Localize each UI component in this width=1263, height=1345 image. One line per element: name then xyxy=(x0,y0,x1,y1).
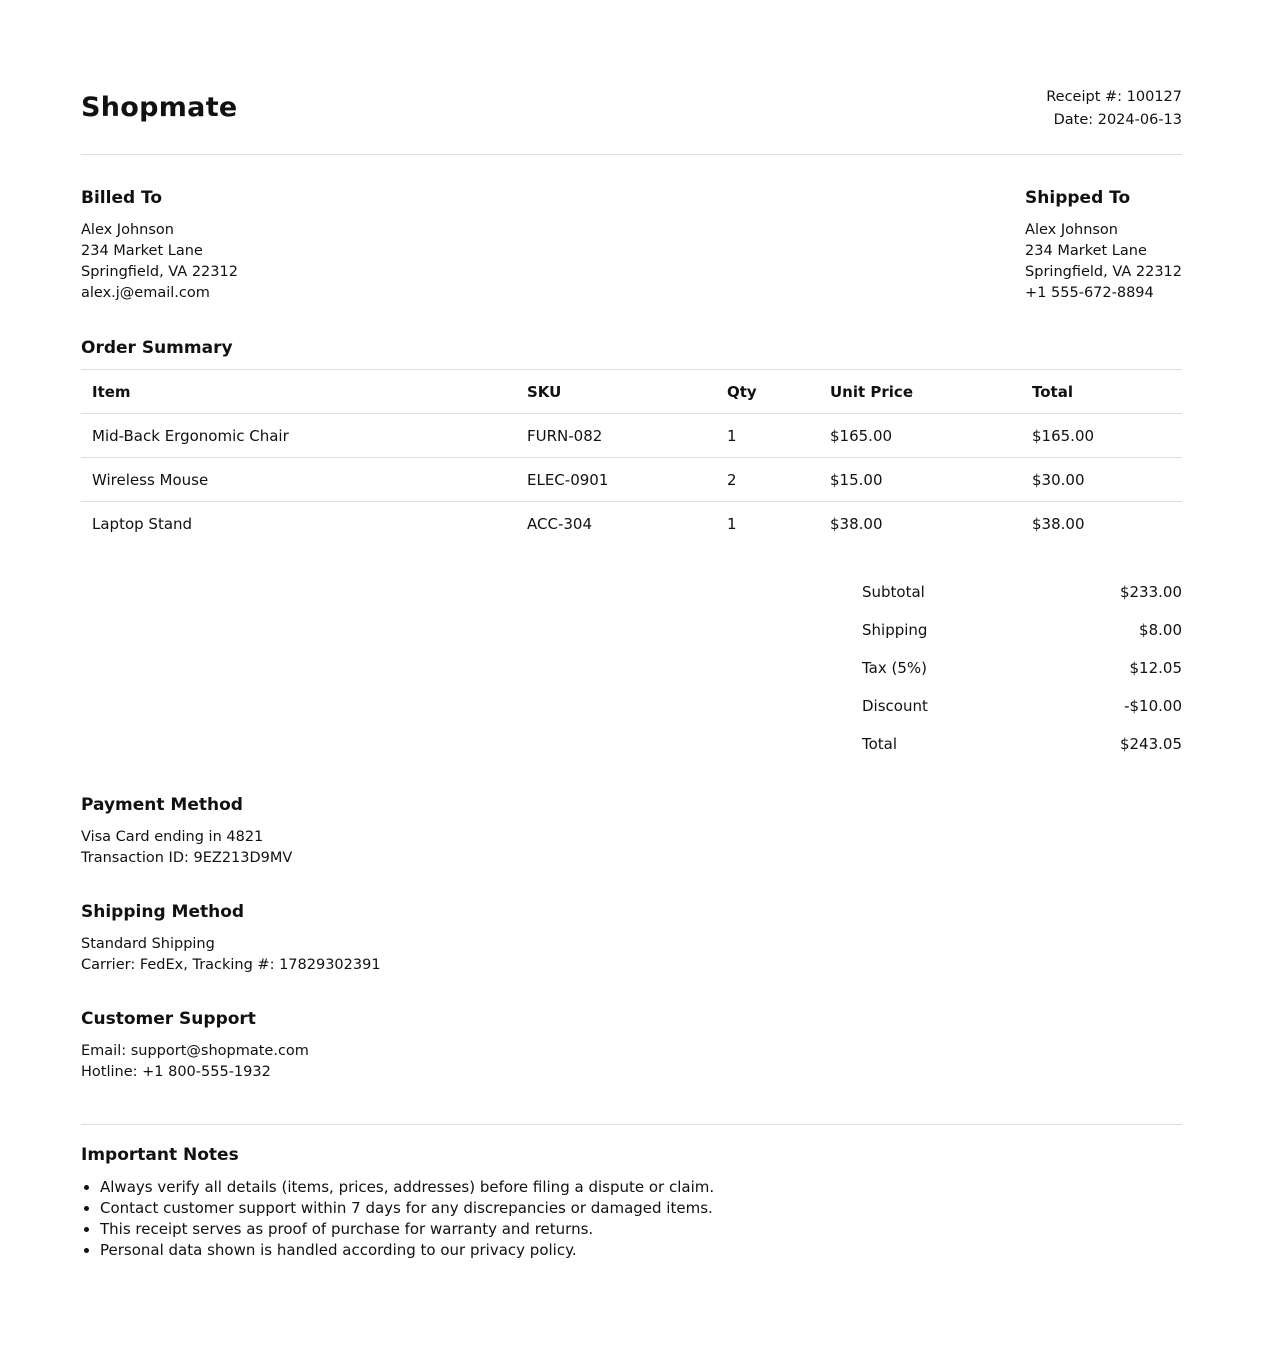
grand-total-value: $243.05 xyxy=(1119,735,1182,753)
payment-method-section xyxy=(81,794,292,869)
customer-support-title: Customer Support xyxy=(81,1009,256,1029)
cell-total: $165.00 xyxy=(1021,414,1182,458)
shipped-to-title: Shipped To xyxy=(1025,188,1131,208)
column-header-sku: SKU xyxy=(516,370,716,414)
subtotal-row xyxy=(862,573,1182,611)
shipped-phone: +1 555-672-8894 xyxy=(1025,285,1154,301)
shipping-method-section xyxy=(81,901,381,976)
shipped-name: Alex Johnson xyxy=(1025,222,1118,238)
cell-qty: 1 xyxy=(727,514,737,533)
shipped-street: 234 Market Lane xyxy=(1025,243,1147,259)
important-notes-title: Important Notes xyxy=(81,1145,239,1165)
billed-email: alex.j@email.com xyxy=(81,285,210,301)
shipping-label: Shipping xyxy=(862,621,928,639)
payment-method-title: Payment Method xyxy=(81,795,243,815)
grand-total-row xyxy=(862,725,1182,763)
notes-divider xyxy=(81,1124,1182,1125)
customer-support-section xyxy=(81,1008,309,1083)
column-header-item: Item xyxy=(81,370,516,414)
list-item: • This receipt serves as proof of purchase for warranty and returns. xyxy=(100,1219,1182,1240)
support-email: Email: support@shopmate.com xyxy=(81,1043,309,1059)
column-header-unit-price: Unit Price xyxy=(819,370,1021,414)
column-header-qty: Qty xyxy=(716,370,819,414)
totals-section xyxy=(862,573,1182,763)
important-notes-section xyxy=(81,1144,1182,1261)
shipping-method-title: Shipping Method xyxy=(81,902,245,922)
billed-city: Springfield, VA 22312 xyxy=(81,264,238,280)
discount-row xyxy=(862,687,1182,725)
cell-unit-price: $15.00 xyxy=(819,458,1021,502)
cell-sku: ACC-304 xyxy=(527,514,592,533)
cell-item: Wireless Mouse xyxy=(81,458,516,502)
table-row xyxy=(81,414,1182,458)
receipt-number: Receipt #: 100127 xyxy=(1046,89,1182,105)
table-header-row xyxy=(81,370,1182,414)
payment-card: Visa Card ending in 4821 xyxy=(81,829,264,845)
cell-qty: 1 xyxy=(716,414,819,458)
column-header-total: Total xyxy=(1021,370,1182,414)
shipped-city: Springfield, VA 22312 xyxy=(1025,264,1182,280)
table-row xyxy=(81,458,1182,502)
shipping-row xyxy=(862,611,1182,649)
cell-total: $30.00 xyxy=(1021,458,1182,502)
payment-transaction-id: Transaction ID: 9EZ213D9MV xyxy=(81,850,293,866)
order-summary-title: Order Summary xyxy=(81,338,233,358)
cell-item: Mid-Back Ergonomic Chair xyxy=(81,414,516,458)
billed-name: Alex Johnson xyxy=(81,222,174,238)
cell-total: $38.00 xyxy=(1032,514,1085,533)
order-table xyxy=(81,369,1182,545)
support-hotline: Hotline: +1 800-555-1932 xyxy=(81,1064,271,1080)
subtotal-label: Subtotal xyxy=(862,583,925,601)
receipt-meta xyxy=(1046,86,1182,132)
cell-sku: ELEC-0901 xyxy=(516,458,716,502)
shipping-carrier-tracking: Carrier: FedEx, Tracking #: 17829302391 xyxy=(81,957,381,973)
list-item: • Always verify all details (items, prices, addresses) before filing a dispute or claim. xyxy=(100,1177,1182,1198)
tax-row xyxy=(862,649,1182,687)
cell-qty: 2 xyxy=(716,458,819,502)
table-row xyxy=(81,502,1182,546)
cell-unit-price: $165.00 xyxy=(819,414,1021,458)
tax-value: $12.05 xyxy=(1129,659,1182,677)
cell-unit-price: $38.00 xyxy=(830,514,883,533)
brand-name: Shopmate xyxy=(81,92,238,123)
list-item: • Personal data shown is handled according to our privacy policy. xyxy=(100,1240,1182,1261)
billed-to-section xyxy=(81,187,238,304)
cell-sku: FURN-082 xyxy=(516,414,716,458)
subtotal-value: $233.00 xyxy=(1119,583,1182,601)
cell-item: Laptop Stand xyxy=(92,514,193,533)
billed-to-title: Billed To xyxy=(81,188,163,208)
shipped-to-section xyxy=(1025,187,1182,304)
header-divider xyxy=(81,154,1182,155)
discount-label: Discount xyxy=(862,697,928,715)
tax-label: Tax (5%) xyxy=(862,659,928,677)
shipping-service: Standard Shipping xyxy=(81,936,215,952)
notes-list xyxy=(81,1177,1182,1261)
billed-street: 234 Market Lane xyxy=(81,243,203,259)
receipt-date: Date: 2024-06-13 xyxy=(1053,112,1182,128)
list-item: • Contact customer support within 7 days for any discrepancies or damaged items. xyxy=(100,1198,1182,1219)
receipt-header xyxy=(81,84,1182,154)
shipping-value: $8.00 xyxy=(1139,621,1182,639)
discount-value: -$10.00 xyxy=(1124,697,1182,715)
grand-total-label: Total xyxy=(862,735,898,753)
